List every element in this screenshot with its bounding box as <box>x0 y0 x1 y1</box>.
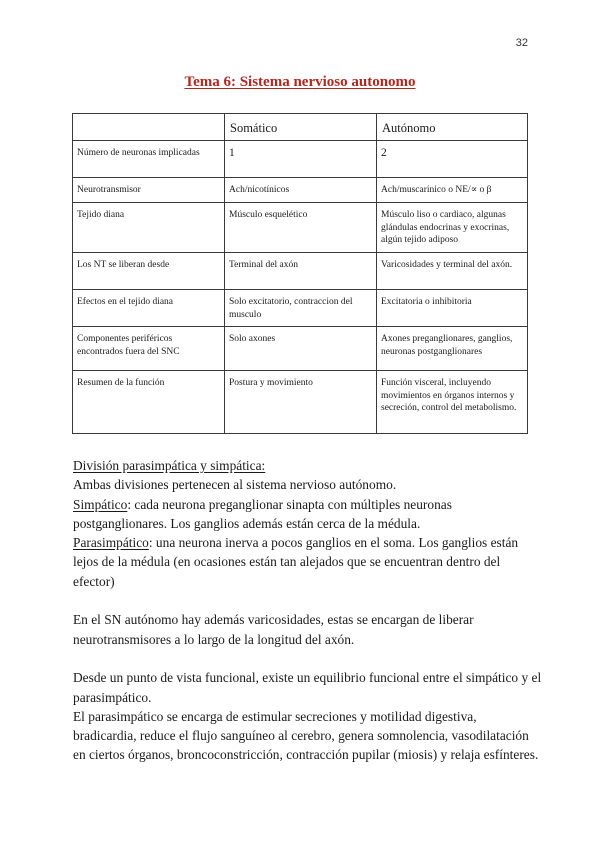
row-label: Los NT se liberan desde <box>73 253 225 290</box>
table-row <box>73 371 528 434</box>
body-text <box>73 456 543 765</box>
paragraph-gap <box>73 649 543 668</box>
parasimpatico-label: Parasimpático <box>73 535 149 551</box>
simpatico-label: Simpático <box>73 496 128 512</box>
varicosidades-paragraph: En el SN autónomo hay además varicosidades, estas se encargan de liberar neurotransmisores a lo largo de la longitud del axón. <box>73 612 474 647</box>
equilibrio-paragraph: Desde un punto de vista funcional, existe un equilibrio funcional entre el simpático y el parasimpático. <box>73 670 542 705</box>
cell-somatico: Terminal del axón <box>225 253 377 290</box>
row-label: Tejido diana <box>73 203 225 253</box>
row-label: Componentes periféricos encontrados fuera del SNC <box>73 327 225 371</box>
cell-somatico: Músculo esquelético <box>225 203 377 253</box>
page-title: Tema 6: Sistema nervioso autonomo <box>184 74 416 90</box>
table-row <box>73 203 528 253</box>
row-label: Número de neuronas implicadas <box>73 141 225 178</box>
intro-paragraph: Ambas divisiones pertenecen al sistema nervioso autónomo. <box>73 477 397 493</box>
table-row <box>73 327 528 371</box>
parasimpatico-funciones-paragraph: El parasimpático se encarga de estimular secreciones y motilidad digestiva, bradicardia, reduce el flujo sanguíneo al cerebro, genera somnolencia, vasodilatación en ciertos órganos, broncoconstricción, contracción pupilar (miosis) y relaja esfínteres. <box>73 708 539 763</box>
section-heading: División parasimpática y simpática: <box>73 458 266 473</box>
cell-autonomo: Axones preganglionares, ganglios, neuronas postganglionares <box>377 327 528 371</box>
cell-somatico: Ach/nicotínicos <box>225 178 377 203</box>
cell-autonomo: Función visceral, incluyendo movimientos en órganos internos y secreción, control del metabolismo. <box>377 371 528 434</box>
table-row <box>73 253 528 290</box>
cell-autonomo: Varicosidades y terminal del axón. <box>377 253 528 290</box>
table-row <box>73 290 528 327</box>
comparison-table <box>72 113 528 434</box>
row-label: Resumen de la función <box>73 371 225 434</box>
page-number: 32 <box>515 37 528 49</box>
row-label: Efectos en el tejido diana <box>73 290 225 327</box>
parasimpatico-text: : una neurona inerva a pocos ganglios en el soma. Los ganglios están lejos de la médula (en ocasiones están tan alejados que se encuentran dentro del efector) <box>73 535 519 589</box>
header-autonomo: Autónomo <box>377 114 528 141</box>
table-row <box>73 141 528 178</box>
cell-somatico: 1 <box>225 141 377 178</box>
table-row <box>73 178 528 203</box>
parasimpatico-paragraph <box>73 533 543 591</box>
header-somatico: Somático <box>225 114 377 141</box>
cell-autonomo: Ach/muscarínico o NE/∝ o β <box>377 178 528 203</box>
cell-somatico: Postura y movimiento <box>225 371 377 434</box>
cell-autonomo: 2 <box>377 141 528 178</box>
table-header-row <box>73 114 528 141</box>
cell-autonomo: Excitatoria o inhibitoria <box>377 290 528 327</box>
simpatico-paragraph <box>73 495 543 534</box>
cell-somatico: Solo axones <box>225 327 377 371</box>
row-label: Neurotransmisor <box>73 178 225 203</box>
cell-autonomo: Músculo liso o cardiaco, algunas glándulas endocrinas y exocrinas, algún tejido adiposo <box>377 203 528 253</box>
paragraph-gap <box>73 591 543 610</box>
cell-somatico: Solo excitatorio, contraccion del musculo <box>225 290 377 327</box>
header-empty <box>73 114 225 141</box>
simpatico-text: : cada neurona preganglionar sinapta con múltiples neuronas postganglionares. Los ganglios además están cerca de la médula. <box>73 496 452 531</box>
